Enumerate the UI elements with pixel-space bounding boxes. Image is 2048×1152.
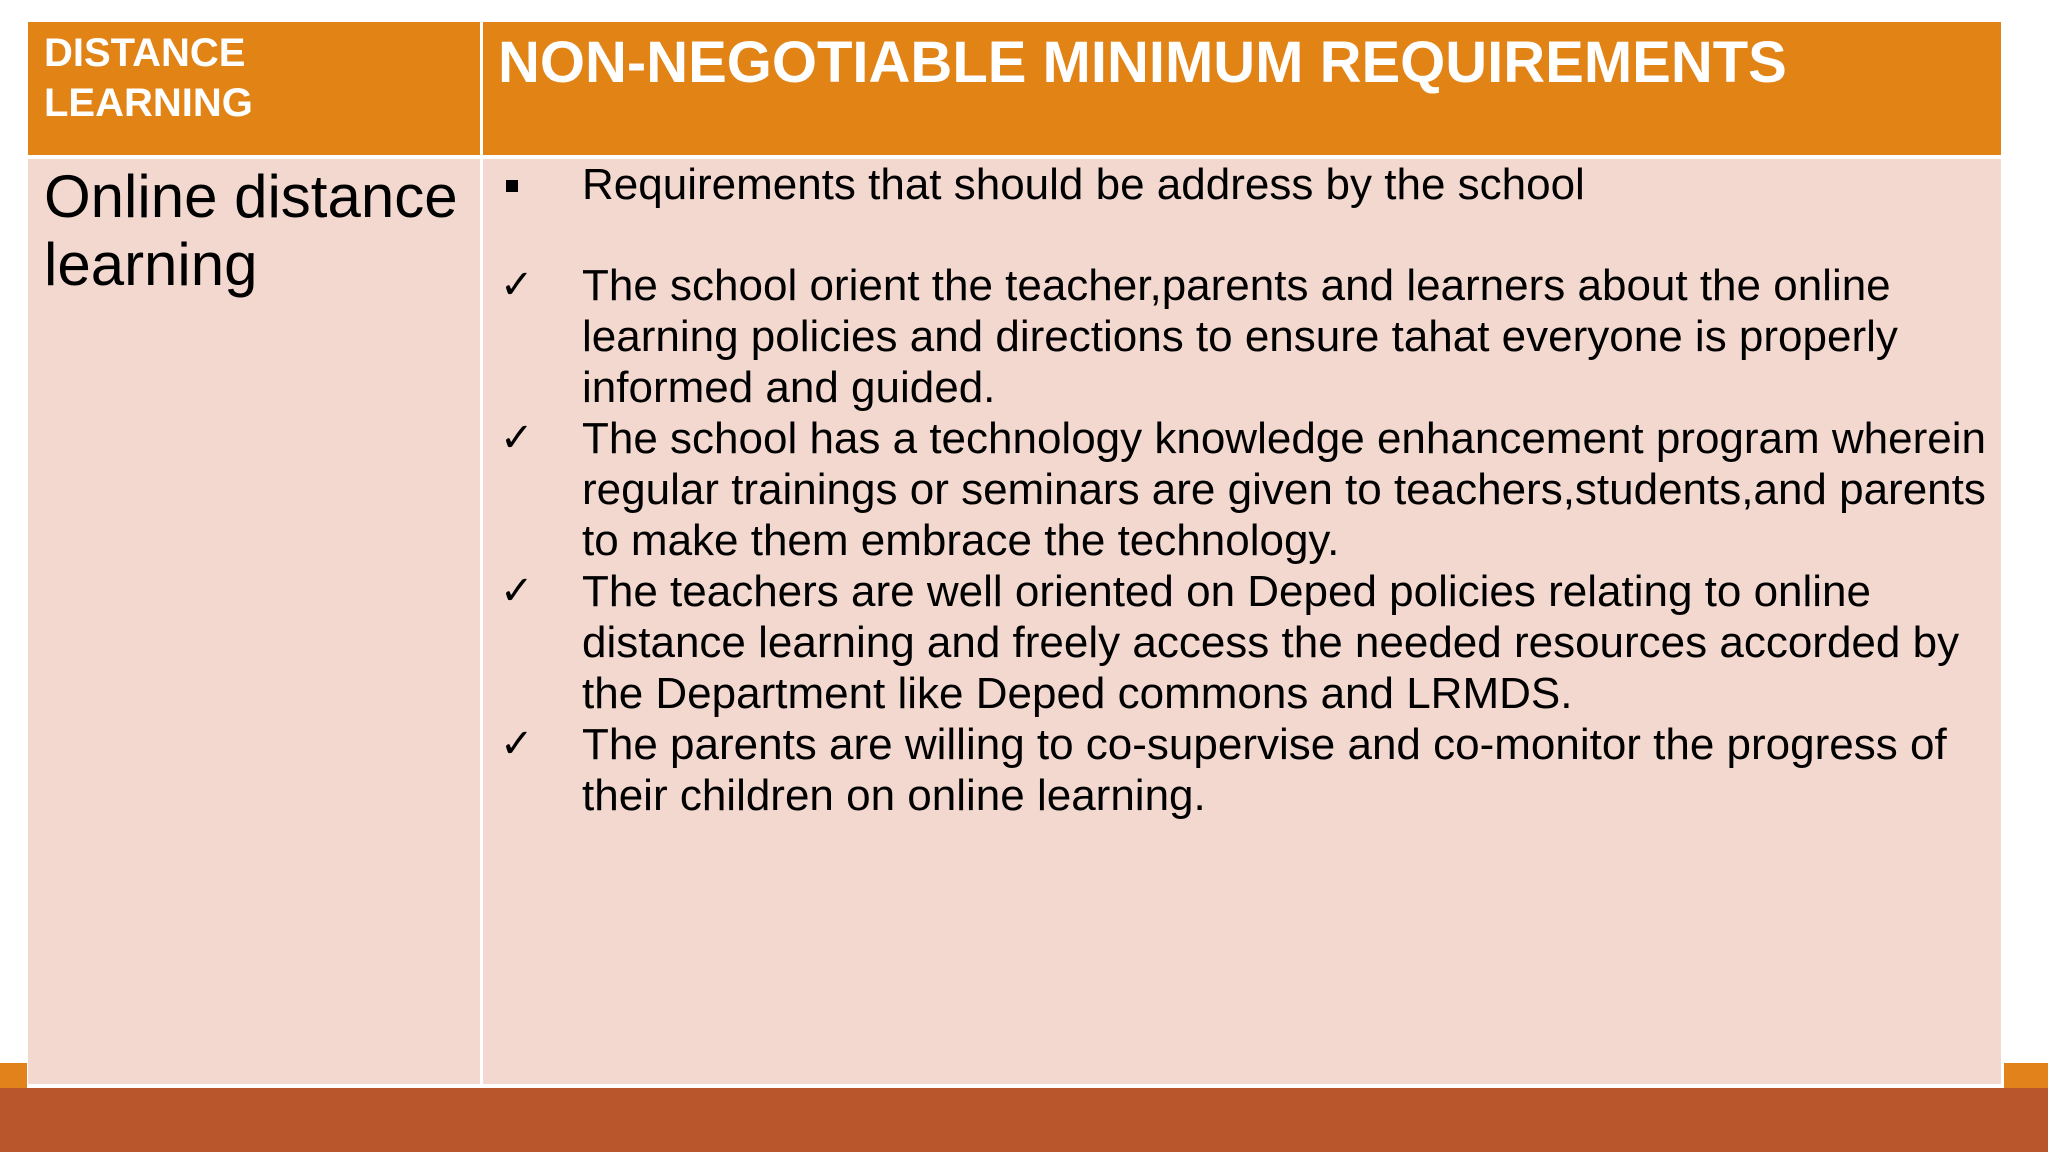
checkmark-icon: ✓ xyxy=(500,568,534,614)
intro-bullet-text: Requirements that should be address by the school xyxy=(582,160,1585,209)
intro-bullet-item xyxy=(500,159,1990,210)
checklist-item xyxy=(500,719,1990,821)
square-bullet-icon xyxy=(506,180,518,192)
header-minimum-requirements: NON-NEGOTIABLE MINIMUM REQUIREMENTS xyxy=(498,30,1787,95)
header-distance-learning: DISTANCE LEARNING xyxy=(44,31,253,125)
checklist-item-text: The parents are willing to co-supervise and co-monitor the progress of their children on online learning. xyxy=(582,720,1947,820)
checkmark-icon: ✓ xyxy=(500,262,534,308)
checklist-item-text: The teachers are well oriented on Deped policies relating to online distance learning and freely access the needed resources accorded by the Department like Deped commons and LRMDS. xyxy=(582,567,1960,718)
column-divider xyxy=(480,22,483,1084)
checklist xyxy=(500,260,1990,821)
checklist-item xyxy=(500,413,1990,566)
checklist-item-text: The school orient the teacher,parents and learners about the online learning policies and directions to ensure tahat everyone is properly informed and guided. xyxy=(582,261,1898,412)
checkmark-icon: ✓ xyxy=(500,721,534,767)
table-body-row xyxy=(28,159,2001,1084)
requirements-cell xyxy=(500,159,1990,821)
category-cell: Online distance learning xyxy=(44,163,458,298)
table-header-row xyxy=(28,22,2001,159)
checklist-item xyxy=(500,566,1990,719)
checkmark-icon: ✓ xyxy=(500,415,534,461)
footer-accent-left xyxy=(0,1063,27,1088)
checklist-item-text: The school has a technology knowledge enhancement program wherein regular trainings or seminars are given to teachers,students,and parents to make them embrace the technology. xyxy=(582,414,1986,565)
checklist-item xyxy=(500,260,1990,413)
requirements-table xyxy=(26,20,2003,1086)
footer-accent-right xyxy=(2004,1063,2048,1088)
footer-bar xyxy=(0,1088,2048,1152)
